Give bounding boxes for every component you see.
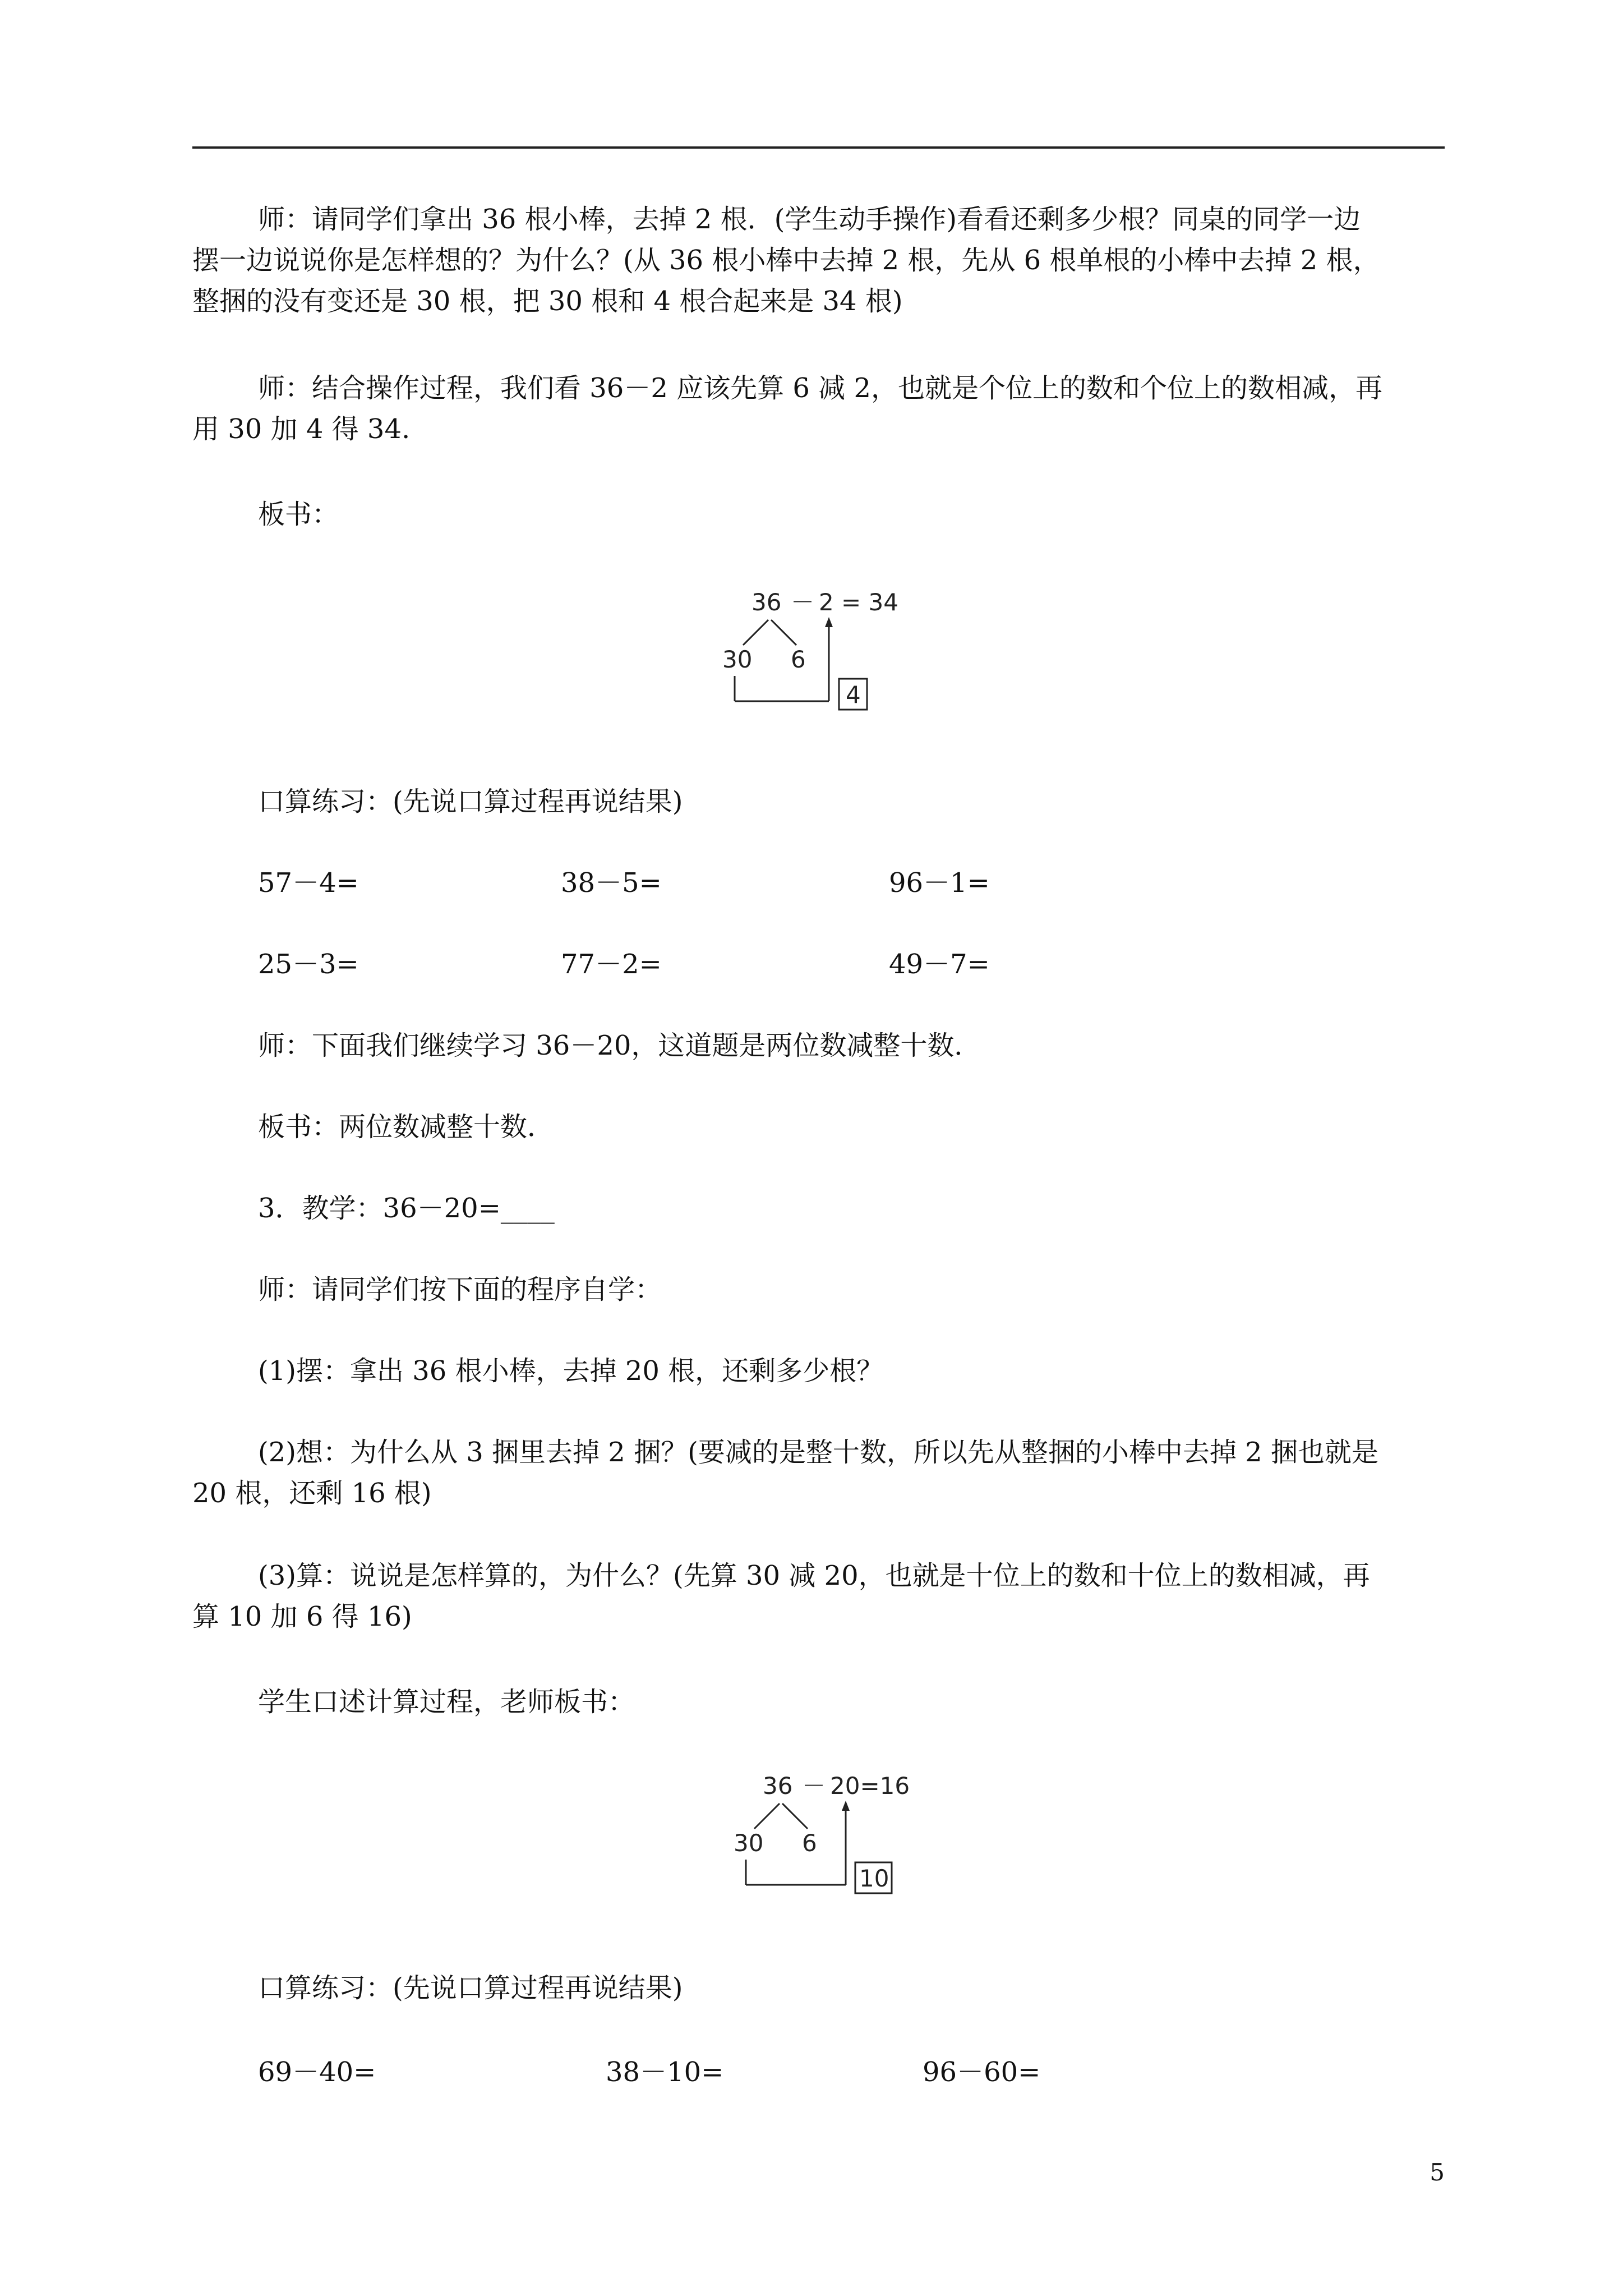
section-heading: 3．教学：36－20=____ bbox=[258, 1193, 555, 1224]
paragraph-line: 用 30 加 4 得 34. bbox=[192, 413, 411, 445]
split-line-right bbox=[771, 620, 796, 645]
split-line-left bbox=[743, 620, 768, 645]
minuend: 36 bbox=[763, 1772, 793, 1800]
subtrahend: 2 bbox=[819, 588, 834, 616]
tens-part: 30 bbox=[722, 646, 753, 673]
paragraph-line: 整捆的没有变还是 30 根，把 30 根和 4 根合起来是 34 根) bbox=[192, 286, 903, 317]
box-value: 10 bbox=[859, 1865, 889, 1892]
step-line: (1)摆：拿出 36 根小棒，去掉 20 根，还剩多少根？ bbox=[258, 1355, 884, 1387]
paragraph-line: 师：请同学们拿出 36 根小棒，去掉 2 根．(学生动手操作)看看还剩多少根？同桌的同学一边 bbox=[258, 204, 1361, 235]
exercise-item: 57－4= bbox=[258, 867, 359, 899]
exercise-item: 38－10= bbox=[606, 2056, 724, 2088]
exercise-heading: 口算练习：(先说口算过程再说结果) bbox=[258, 1972, 683, 2004]
exercise-item: 69－40= bbox=[258, 2056, 376, 2088]
subtrahend-result: 20=16 bbox=[830, 1772, 910, 1800]
paragraph-line: 学生口述计算过程，老师板书： bbox=[258, 1686, 635, 1718]
paragraph-line: 摆一边说说你是怎样想的？为什么？(从 36 根小棒中去掉 2 根，先从 6 根单根的小棒中去掉 2 根， bbox=[192, 245, 1380, 276]
minus-sign: － bbox=[802, 1772, 826, 1800]
arrow-head bbox=[825, 617, 833, 627]
step-line: 20 根，还剩 16 根) bbox=[192, 1478, 432, 1509]
minuend: 36 bbox=[751, 588, 782, 616]
ones-part: 6 bbox=[791, 646, 806, 673]
board-label: 板书： bbox=[258, 499, 339, 530]
exercise-item: 96－60= bbox=[923, 2056, 1041, 2088]
step-line: (2)想：为什么从 3 捆里去掉 2 捆？(要减的是整十数，所以先从整捆的小棒中去掉 2 捆也就是 bbox=[258, 1437, 1378, 1468]
ones-part: 6 bbox=[802, 1829, 817, 1857]
minus-sign: － bbox=[791, 588, 815, 616]
result: = 34 bbox=[841, 588, 898, 616]
arrow-head bbox=[842, 1801, 850, 1811]
page-number: 5 bbox=[1430, 2159, 1445, 2186]
calc-diagram-1 bbox=[718, 583, 920, 715]
paragraph-line: 师：结合操作过程，我们看 36－2 应该先算 6 减 2，也就是个位上的数和个位上的数相减，再 bbox=[258, 372, 1382, 404]
tens-part: 30 bbox=[734, 1829, 764, 1857]
board-label: 板书：两位数减整十数． bbox=[258, 1111, 555, 1143]
exercise-item: 38－5= bbox=[561, 867, 662, 899]
paragraph-line: 师：下面我们继续学习 36－20，这道题是两位数减整十数． bbox=[258, 1030, 981, 1061]
calc-diagram-2 bbox=[729, 1767, 931, 1898]
exercise-item: 49－7= bbox=[889, 949, 990, 980]
split-line-left bbox=[754, 1803, 780, 1829]
split-line-right bbox=[782, 1803, 808, 1829]
exercise-heading: 口算练习：(先说口算过程再说结果) bbox=[258, 786, 683, 817]
exercise-item: 77－2= bbox=[561, 949, 662, 980]
exercise-item: 25－3= bbox=[258, 949, 359, 980]
header-rule bbox=[192, 146, 1445, 149]
step-line: 算 10 加 6 得 16) bbox=[192, 1601, 412, 1632]
exercise-item: 96－1= bbox=[889, 867, 990, 899]
paragraph-line: 师：请同学们按下面的程序自学： bbox=[258, 1274, 662, 1305]
step-line: (3)算：说说是怎样算的，为什么？(先算 30 减 20，也就是十位上的数和十位上的数相减，再 bbox=[258, 1560, 1370, 1591]
box-value: 4 bbox=[846, 681, 861, 708]
